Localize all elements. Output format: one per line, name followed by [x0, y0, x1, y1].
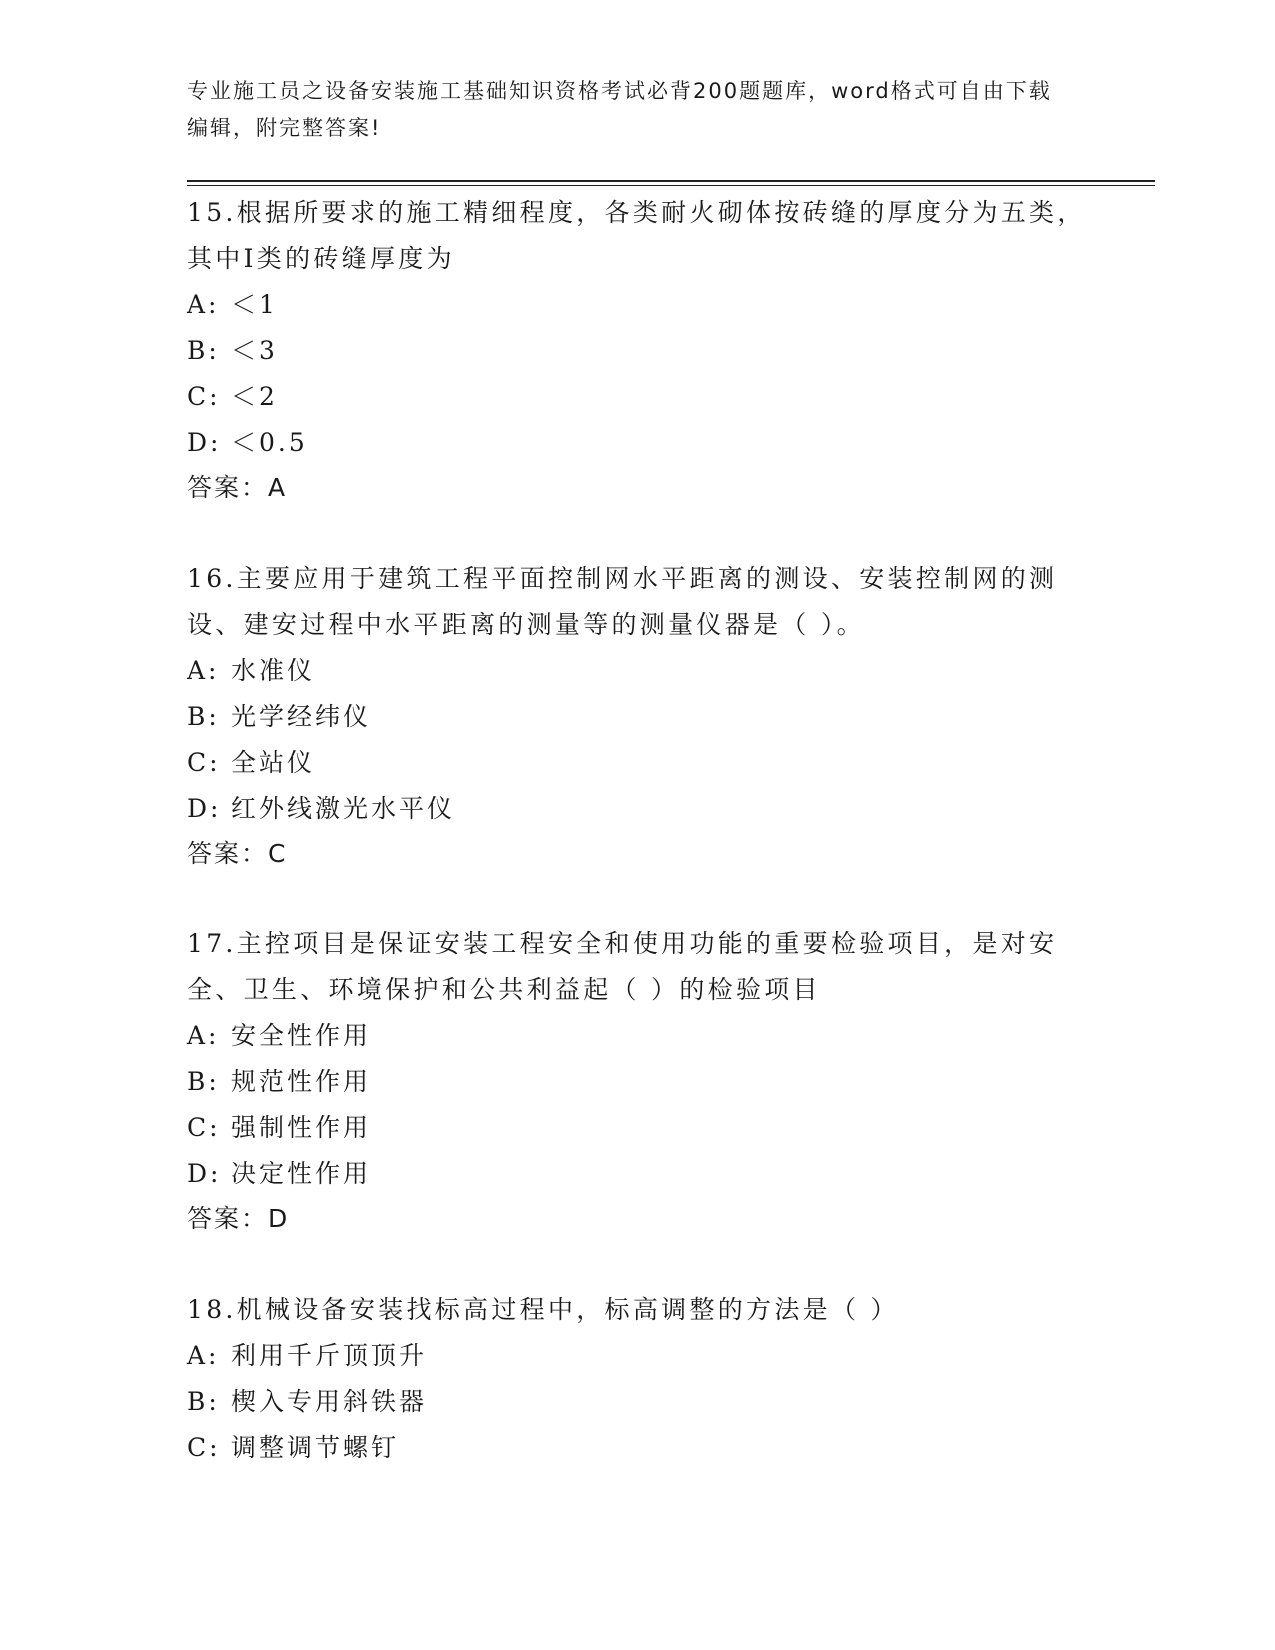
option-a — [187, 648, 1087, 694]
option-b — [187, 1059, 1087, 1105]
question-16 — [187, 556, 1087, 876]
header-rule-thin — [187, 185, 1155, 186]
question-18 — [187, 1287, 1087, 1471]
option-key: A: — [187, 1341, 220, 1370]
option-d — [187, 420, 1087, 466]
option-text: 水准仪 — [231, 656, 316, 685]
option-key: C: — [187, 1433, 221, 1462]
header-rule-thick — [187, 180, 1155, 182]
option-d — [187, 1151, 1087, 1197]
option-key: A: — [187, 656, 220, 685]
answer-line: 答案：D — [187, 1204, 290, 1233]
question-stem: 17.主控项目是保证安装工程安全和使用功能的重要检验项目，是对安全、卫生、环境保护和公共利益起（ ）的检验项目 — [187, 929, 1058, 1004]
option-key: D: — [187, 794, 222, 823]
option-key: C: — [187, 1113, 221, 1142]
option-key: A: — [187, 1021, 220, 1050]
option-text: 强制性作用 — [231, 1113, 372, 1142]
option-b — [187, 328, 1087, 374]
option-text: 楔入专用斜铁器 — [231, 1387, 428, 1416]
option-text: 调整调节螺钉 — [231, 1433, 400, 1462]
option-key: B: — [187, 1387, 220, 1416]
question-15 — [187, 190, 1087, 510]
option-text: 全站仪 — [231, 748, 316, 777]
option-text: ＜0.5 — [231, 428, 308, 457]
option-key: B: — [187, 1067, 220, 1096]
option-b — [187, 694, 1087, 740]
option-a — [187, 1333, 1087, 1379]
option-key: B: — [187, 702, 220, 731]
document-header: 专业施工员之设备安装施工基础知识资格考试必背200题题库，word格式可自由下载编辑，附完整答案! — [187, 79, 1052, 140]
option-a — [187, 1013, 1087, 1059]
option-text: 利用千斤顶顶升 — [231, 1341, 428, 1370]
question-17 — [187, 921, 1087, 1241]
option-key: D: — [187, 1159, 222, 1188]
answer-line: 答案：A — [187, 473, 288, 502]
option-d — [187, 786, 1087, 832]
option-text: 光学经纬仪 — [231, 702, 372, 731]
option-key: A: — [187, 290, 220, 319]
option-text: ＜1 — [231, 290, 278, 319]
question-stem: 15.根据所要求的施工精细程度，各类耐火砌体按砖缝的厚度分为五类，其中Ⅰ类的砖缝厚度为 — [187, 198, 1086, 273]
option-c — [187, 1105, 1087, 1151]
option-c — [187, 740, 1087, 786]
option-key: C: — [187, 382, 221, 411]
option-text: 决定性作用 — [231, 1159, 372, 1188]
option-b — [187, 1379, 1087, 1425]
option-text: 安全性作用 — [231, 1021, 372, 1050]
option-key: C: — [187, 748, 221, 777]
option-key: D: — [187, 428, 222, 457]
option-c — [187, 1425, 1087, 1471]
answer-line: 答案：C — [187, 839, 288, 868]
option-c — [187, 374, 1087, 420]
option-text: 规范性作用 — [231, 1067, 372, 1096]
option-text: 红外线激光水平仪 — [231, 794, 456, 823]
option-key: B: — [187, 336, 220, 365]
question-stem: 16.主要应用于建筑工程平面控制网水平距离的测设、安装控制网的测设、建安过程中水平距离的测量等的测量仪器是（ ）。 — [187, 564, 1058, 639]
option-text: ＜3 — [231, 336, 278, 365]
option-a — [187, 282, 1087, 328]
option-text: ＜2 — [231, 382, 278, 411]
question-stem: 18.机械设备安装找标高过程中，标高调整的方法是（ ） — [187, 1295, 899, 1324]
